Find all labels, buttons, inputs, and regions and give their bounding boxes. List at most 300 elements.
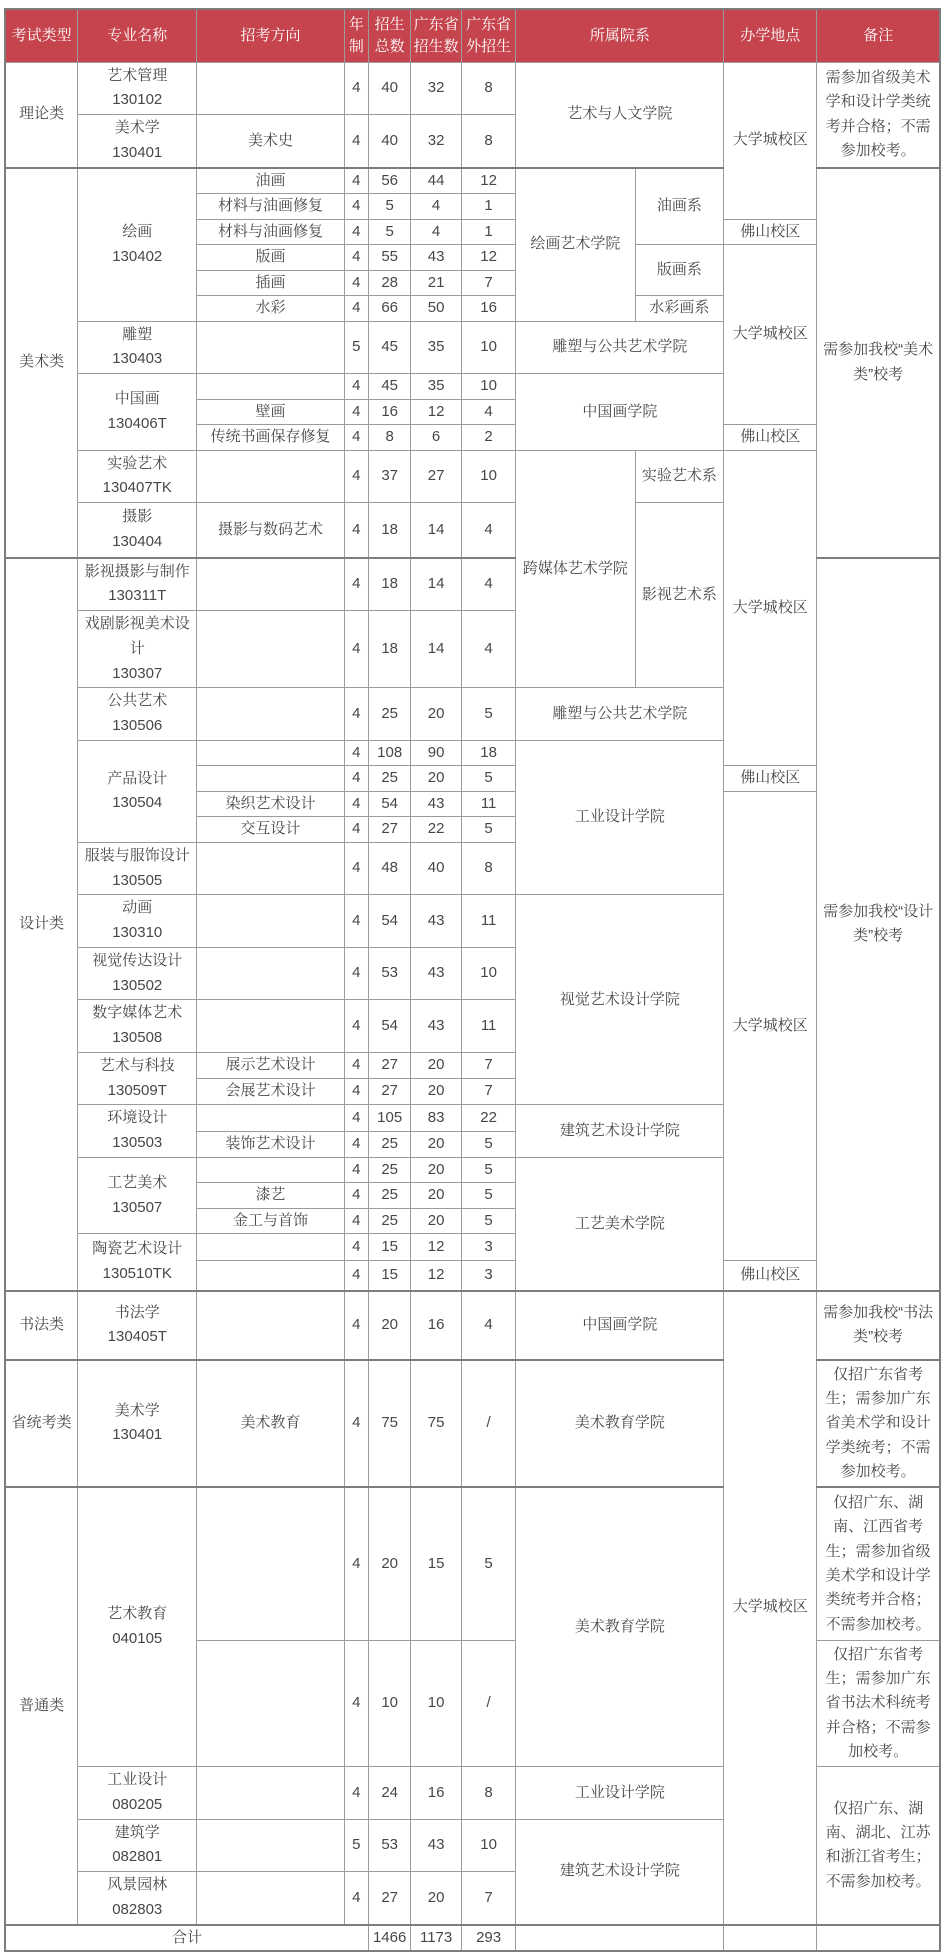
total-cell: 66 [368,296,410,322]
total-cell: 18 [368,503,410,558]
gd-cell: 40 [411,842,461,895]
major-name: 美术学 [114,1401,160,1419]
empty-cell [817,1925,940,1952]
years-cell: 4 [344,1208,368,1234]
direction-cell-empty [197,450,344,503]
out-cell: 4 [461,611,516,688]
table-header-row [5,9,940,62]
note-cell: 仅招广东、湖南、湖北、江苏和浙江省考生；不需参加校考。 [817,1767,940,1925]
gd-cell: 12 [411,1261,461,1291]
major-name: 陶瓷艺术设计 [92,1240,183,1258]
gd-cell: 43 [411,791,461,817]
out-cell: 5 [461,1487,516,1640]
campus-cell: 佛山校区 [724,219,817,245]
major-cell [78,1819,197,1872]
major-cell [78,321,197,374]
major-code: 130401 [112,143,163,161]
years-cell: 4 [344,245,368,271]
gd-cell: 14 [411,611,461,688]
dept-cell: 实验艺术系 [635,450,724,503]
major-code: 130504 [112,794,163,812]
gd-cell: 90 [411,740,461,766]
out-cell: 10 [461,321,516,374]
gd-cell: 50 [411,296,461,322]
out-cell: 5 [461,766,516,792]
direction-cell: 版画 [197,245,344,271]
direction-cell: 漆艺 [197,1183,344,1209]
direction-cell-empty [197,1157,344,1183]
note-cell: 仅招广东省考生；需参加广东省美术学和设计学类统考；不需参加校考。 [817,1360,940,1487]
total-cell: 48 [368,842,410,895]
direction-cell: 染织艺术设计 [197,791,344,817]
major-name: 艺术教育 [107,1605,168,1623]
gd-cell: 75 [411,1360,461,1487]
years-cell: 4 [344,817,368,843]
years-cell: 4 [344,791,368,817]
direction-cell-empty [197,611,344,688]
total-cell: 54 [368,1000,410,1053]
major-name: 工艺美术 [107,1173,168,1191]
college-cell: 视觉艺术设计学院 [516,895,724,1105]
out-cell: 5 [461,1157,516,1183]
direction-cell: 插画 [197,270,344,296]
campus-cell: 大学城校区 [724,791,817,1261]
out-cell: 16 [461,296,516,322]
direction-cell-empty [197,842,344,895]
direction-cell-empty [197,1487,344,1640]
out-cell: 18 [461,740,516,766]
total-cell: 75 [368,1360,410,1487]
major-name: 产品设计 [107,769,168,787]
out-cell: 8 [461,1767,516,1820]
major-cell [78,1000,197,1053]
out-cell: 11 [461,791,516,817]
total-cell: 40 [368,62,410,115]
gd-cell: 20 [411,1208,461,1234]
major-name: 绘画 [122,222,153,240]
direction-cell: 交互设计 [197,817,344,843]
campus-cell: 大学城校区 [724,245,817,425]
gd-cell: 32 [411,115,461,168]
years-cell: 4 [344,766,368,792]
major-name: 服装与服饰设计 [84,846,190,864]
direction-cell: 金工与首饰 [197,1208,344,1234]
direction-cell: 展示艺术设计 [197,1052,344,1078]
years-cell: 4 [344,270,368,296]
campus-cell: 大学城校区 [724,62,817,219]
direction-cell-empty [197,558,344,611]
major-code: 080205 [112,1795,163,1813]
direction-cell: 壁画 [197,399,344,425]
dept-cell: 水彩画系 [635,296,724,322]
dept-cell: 油画系 [635,168,724,245]
college-cell: 雕塑与公共艺术学院 [516,688,724,741]
exam-type-cell: 理论类 [5,62,78,168]
gd-cell: 12 [411,399,461,425]
college-cell: 中国画学院 [516,374,724,451]
years-cell: 4 [344,1640,368,1766]
gd-cell: 35 [411,321,461,374]
college-cell: 中国画学院 [516,1291,724,1360]
major-name: 实验艺术 [107,454,168,472]
campus-cell: 佛山校区 [724,1261,817,1291]
gd-cell: 22 [411,817,461,843]
major-code: 130404 [112,532,163,550]
major-name: 戏剧影视美术设计 [84,615,190,657]
out-cell: 5 [461,1208,516,1234]
summary-out-cell: 293 [461,1925,516,1952]
direction-cell-empty [197,1261,344,1291]
total-cell: 45 [368,321,410,374]
major-code: 130507 [112,1198,163,1216]
campus-cell: 大学城校区 [724,1291,817,1925]
major-cell [78,168,197,322]
gd-cell: 15 [411,1487,461,1640]
direction-cell: 水彩 [197,296,344,322]
out-cell: 11 [461,895,516,948]
direction-cell-empty [197,1819,344,1872]
total-cell: 25 [368,1183,410,1209]
years-cell: 5 [344,321,368,374]
major-code: 130402 [112,247,163,265]
gd-cell: 14 [411,503,461,558]
years-cell: 4 [344,740,368,766]
gd-cell: 20 [411,1052,461,1078]
header-exam-type: 考试类型 [5,9,78,62]
direction-cell: 摄影与数码艺术 [197,503,344,558]
major-cell [78,1052,197,1105]
total-cell: 27 [368,1872,410,1925]
years-cell: 4 [344,1360,368,1487]
total-cell: 55 [368,245,410,271]
out-cell: 7 [461,270,516,296]
out-cell: 10 [461,947,516,1000]
major-name: 建筑学 [114,1823,160,1841]
out-cell: 4 [461,1291,516,1360]
college-cell: 建筑艺术设计学院 [516,1819,724,1925]
gd-cell: 20 [411,1131,461,1157]
major-code: 130401 [112,1426,163,1444]
out-cell: / [461,1640,516,1766]
years-cell: 4 [344,219,368,245]
out-cell: 12 [461,168,516,194]
college-cell: 美术教育学院 [516,1487,724,1766]
college-cell: 美术教育学院 [516,1360,724,1487]
gd-cell: 32 [411,62,461,115]
major-code: 040105 [112,1630,163,1648]
gd-cell: 16 [411,1767,461,1820]
major-name: 书法学 [114,1303,160,1321]
total-cell: 105 [368,1105,410,1131]
out-cell: 3 [461,1261,516,1291]
major-cell [78,62,197,115]
campus-cell: 佛山校区 [724,425,817,451]
years-cell: 4 [344,1105,368,1131]
major-name: 视觉传达设计 [92,951,183,969]
header-college: 所属院系 [516,9,724,62]
out-cell: / [461,1360,516,1487]
total-cell: 53 [368,1819,410,1872]
table-row [5,1291,940,1360]
major-name: 美术学 [114,119,160,136]
major-name: 风景园林 [107,1876,168,1894]
total-cell: 5 [368,219,410,245]
major-cell [78,374,197,451]
out-cell: 8 [461,62,516,115]
note-cell: 需参加我校“美术类”校考 [817,168,940,558]
years-cell: 4 [344,296,368,322]
note-cell: 需参加省级美术学和设计学类统考并合格；不需参加校考。 [817,62,940,168]
header-years: 年制 [344,9,368,62]
out-cell: 7 [461,1052,516,1078]
total-cell: 27 [368,1079,410,1105]
total-cell: 25 [368,1208,410,1234]
gd-cell: 10 [411,1640,461,1766]
gd-cell: 4 [411,219,461,245]
total-cell: 25 [368,766,410,792]
years-cell: 4 [344,194,368,220]
total-cell: 20 [368,1291,410,1360]
note-cell: 需参加我校“书法类”校考 [817,1291,940,1360]
gd-cell: 43 [411,895,461,948]
admissions-plan-table [4,8,941,1952]
header-campus: 办学地点 [724,9,817,62]
college-cell: 工艺美术学院 [516,1157,724,1291]
college-cell: 工业设计学院 [516,740,724,895]
direction-cell-empty [197,374,344,400]
gd-cell: 6 [411,425,461,451]
exam-type-cell: 美术类 [5,168,78,558]
direction-cell: 美术教育 [197,1360,344,1487]
note-cell: 仅招广东省考生；需参加广东省书法术科统考并合格；不需参加校考。 [817,1640,940,1766]
gd-cell: 27 [411,450,461,503]
gd-cell: 20 [411,1079,461,1105]
total-cell: 54 [368,791,410,817]
college-cell: 跨媒体艺术学院 [516,450,635,688]
header-note: 备注 [817,9,940,62]
years-cell: 4 [344,374,368,400]
years-cell: 4 [344,1234,368,1261]
direction-cell-empty [197,766,344,792]
total-cell: 20 [368,1487,410,1640]
total-cell: 25 [368,688,410,741]
years-cell: 4 [344,168,368,194]
gd-cell: 4 [411,194,461,220]
total-cell: 27 [368,817,410,843]
direction-cell-empty [197,62,344,115]
direction-cell-empty [197,1234,344,1261]
major-code: 130508 [112,1029,163,1046]
major-code: 130403 [112,350,163,368]
out-cell: 5 [461,688,516,741]
out-cell: 8 [461,115,516,168]
gd-cell: 43 [411,245,461,271]
major-code: 130311T [108,587,167,605]
major-cell [78,1487,197,1766]
years-cell: 4 [344,1052,368,1078]
years-cell: 4 [344,1000,368,1053]
direction-cell-empty [197,1640,344,1766]
total-cell: 53 [368,947,410,1000]
out-cell: 3 [461,1234,516,1261]
direction-cell: 材料与油画修复 [197,194,344,220]
direction-cell: 材料与油画修复 [197,219,344,245]
summary-label-cell: 合计 [5,1925,368,1952]
years-cell: 4 [344,450,368,503]
gd-cell: 83 [411,1105,461,1131]
total-cell: 25 [368,1131,410,1157]
major-code: 130505 [112,871,163,889]
major-code: 130307 [112,664,163,682]
direction-cell: 传统书画保存修复 [197,425,344,451]
major-cell [78,503,197,558]
out-cell: 1 [461,219,516,245]
campus-cell: 佛山校区 [724,766,817,792]
gd-cell: 20 [411,688,461,741]
gd-cell: 20 [411,1157,461,1183]
major-name: 摄影 [122,508,153,525]
total-cell: 54 [368,895,410,948]
total-cell: 24 [368,1767,410,1820]
direction-cell-empty [197,1291,344,1360]
direction-cell: 油画 [197,168,344,194]
total-cell: 18 [368,611,410,688]
empty-cell [516,1925,724,1952]
gd-cell: 43 [411,947,461,1000]
note-cell: 需参加我校“设计类”校考 [817,558,940,1291]
major-cell [78,740,197,842]
gd-cell: 14 [411,558,461,611]
major-cell [78,688,197,741]
total-cell: 40 [368,115,410,168]
gd-cell: 20 [411,1183,461,1209]
major-code: 130503 [112,1134,163,1151]
years-cell: 4 [344,425,368,451]
major-name: 数字媒体艺术 [92,1004,183,1022]
out-cell: 5 [461,1131,516,1157]
direction-cell-empty [197,321,344,374]
header-major: 专业名称 [78,9,197,62]
direction-cell-empty [197,1872,344,1925]
major-cell [78,115,197,168]
major-name: 公共艺术 [107,692,168,710]
direction-cell: 装饰艺术设计 [197,1131,344,1157]
header-gd: 广东省招生数 [411,9,461,62]
major-cell [78,1234,197,1291]
out-cell: 10 [461,450,516,503]
direction-cell-empty [197,947,344,1000]
major-cell [78,1105,197,1158]
out-cell: 7 [461,1872,516,1925]
years-cell: 4 [344,1487,368,1640]
years-cell: 4 [344,947,368,1000]
years-cell: 4 [344,1291,368,1360]
years-cell: 4 [344,62,368,115]
header-direction: 招考方向 [197,9,344,62]
major-name: 艺术与科技 [99,1056,175,1074]
major-cell [78,842,197,895]
gd-cell: 44 [411,168,461,194]
years-cell: 4 [344,503,368,558]
major-code: 130510TK [102,1265,172,1282]
dept-cell: 版画系 [635,245,724,296]
summary-row [5,1925,940,1952]
direction-cell-empty [197,1105,344,1131]
years-cell: 5 [344,1819,368,1872]
out-cell: 4 [461,503,516,558]
out-cell: 5 [461,817,516,843]
summary-total-cell: 1466 [368,1925,410,1952]
major-code: 130506 [112,717,163,734]
total-cell: 8 [368,425,410,451]
major-cell [78,1360,197,1487]
note-cell: 仅招广东、湖南、江西省考生；需参加省级美术学和设计学类统考并合格；不需参加校考。 [817,1487,940,1640]
out-cell: 22 [461,1105,516,1131]
major-cell [78,1291,197,1360]
years-cell: 4 [344,558,368,611]
out-cell: 8 [461,842,516,895]
years-cell: 4 [344,1183,368,1209]
total-cell: 16 [368,399,410,425]
major-cell [78,450,197,503]
years-cell: 4 [344,688,368,741]
direction-cell: 美术史 [197,115,344,168]
major-cell [78,1157,197,1234]
years-cell: 4 [344,895,368,948]
header-total: 招生总数 [368,9,410,62]
major-cell [78,1767,197,1820]
dept-cell: 影视艺术系 [635,503,724,688]
out-cell: 1 [461,194,516,220]
total-cell: 108 [368,740,410,766]
college-cell: 雕塑与公共艺术学院 [516,321,724,374]
years-cell: 4 [344,611,368,688]
major-name: 影视摄影与制作 [84,562,190,580]
total-cell: 10 [368,1640,410,1766]
out-cell: 4 [461,558,516,611]
major-cell [78,1872,197,1925]
major-code: 130102 [112,91,163,109]
college-cell: 艺术与人文学院 [516,62,724,168]
major-code: 130406T [107,414,167,432]
gd-cell: 43 [411,1000,461,1053]
major-code: 130407TK [102,479,172,497]
total-cell: 15 [368,1234,410,1261]
total-cell: 25 [368,1157,410,1183]
out-cell: 5 [461,1183,516,1209]
college-cell: 工业设计学院 [516,1767,724,1820]
total-cell: 56 [368,168,410,194]
major-code: 082803 [112,1900,163,1918]
years-cell: 4 [344,1079,368,1105]
out-cell: 10 [461,374,516,400]
major-name: 中国画 [114,390,160,407]
summary-gd-cell: 1173 [411,1925,461,1952]
years-cell: 4 [344,1872,368,1925]
major-cell [78,895,197,948]
major-name: 艺术管理 [107,66,168,84]
gd-cell: 16 [411,1291,461,1360]
direction-cell-empty [197,1000,344,1053]
exam-type-cell: 书法类 [5,1291,78,1360]
years-cell: 4 [344,1261,368,1291]
major-code: 130405T [107,1328,167,1346]
exam-type-cell: 省统考类 [5,1360,78,1487]
college-cell: 建筑艺术设计学院 [516,1105,724,1158]
header-out: 广东省外招生 [461,9,516,62]
major-code: 130509T [107,1081,167,1099]
total-cell: 28 [368,270,410,296]
